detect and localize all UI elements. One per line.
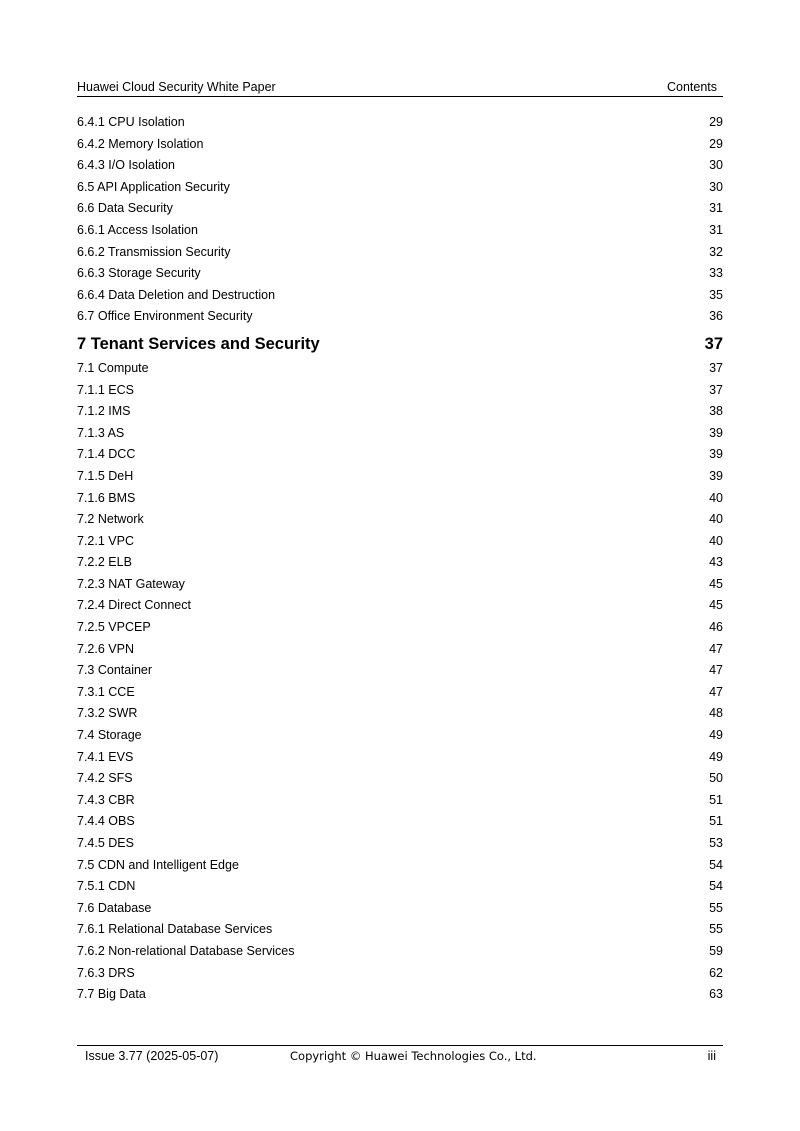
toc-entry[interactable]: [77, 833, 723, 855]
toc-entry-title: 7.2.3 NAT Gateway: [77, 576, 185, 591]
toc-entry[interactable]: [77, 963, 723, 985]
toc-entry-page-number: 47: [709, 663, 723, 678]
toc-entry[interactable]: [77, 919, 723, 941]
toc-entry[interactable]: [77, 725, 723, 747]
toc-entry[interactable]: [77, 639, 723, 661]
toc-entry-title: 6.4.2 Memory Isolation: [77, 136, 204, 151]
toc-entry-title: 7.1.6 BMS: [77, 490, 136, 505]
toc-entry-title: 7.6.2 Non-relational Database Services: [77, 943, 295, 958]
toc-entry-title: 7.3 Container: [77, 663, 153, 678]
toc-entry-page-number: 49: [709, 728, 723, 743]
toc-entry-page-number: 51: [709, 814, 723, 829]
toc-entry-title: 7.4.1 EVS: [77, 749, 134, 764]
toc-entry-title: 7 Tenant Services and Security: [77, 334, 320, 353]
toc-entry[interactable]: [77, 285, 723, 307]
toc-entry[interactable]: [77, 855, 723, 877]
toc-entry-page-number: 40: [709, 533, 723, 548]
toc-entry-title: 7.1.3 AS: [77, 425, 125, 440]
toc-entry[interactable]: [77, 444, 723, 466]
toc-entry-page-number: 36: [709, 309, 723, 324]
toc-chapter-entry[interactable]: [77, 330, 723, 358]
toc-entry[interactable]: [77, 423, 723, 445]
toc-entry-title: 7.4.5 DES: [77, 836, 134, 850]
toc-entry-title: 6.4.3 I/O Isolation: [77, 158, 175, 173]
toc-entry-title: 7.1.5 DeH: [77, 468, 134, 483]
page-header: [77, 80, 723, 97]
toc-entry-page-number: 39: [709, 468, 723, 483]
toc-entry-title: 7.4.4 OBS: [77, 814, 135, 829]
toc-entry-page-number: 33: [709, 266, 723, 281]
toc-entry-page-number: 59: [709, 943, 723, 958]
toc-entry-title: 7.1.2 IMS: [77, 404, 131, 419]
toc-entry-title: 7.4 Storage: [77, 728, 142, 743]
toc-entry[interactable]: [77, 682, 723, 704]
toc-entry-title: 6.6.3 Storage Security: [77, 266, 201, 281]
page-footer: [77, 1045, 723, 1066]
toc-entry-page-number: 47: [709, 641, 723, 656]
toc-entry-title: 7.2.6 VPN: [77, 641, 134, 656]
toc-entry[interactable]: [77, 466, 723, 488]
toc-entry-page-number: 63: [709, 987, 723, 1002]
toc-entry-title: 7.2 Network: [77, 512, 144, 527]
toc-entry[interactable]: [77, 595, 723, 617]
toc-entry[interactable]: [77, 768, 723, 790]
table-of-contents: [77, 112, 723, 1006]
issue-version: Issue 3.77 (2025-05-07): [85, 1049, 219, 1063]
toc-entry[interactable]: [77, 876, 723, 898]
toc-entry-page-number: 43: [709, 555, 723, 570]
toc-entry[interactable]: [77, 552, 723, 574]
toc-entry-title: 6.4.1 CPU Isolation: [77, 115, 185, 129]
toc-entry-page-number: 54: [709, 879, 723, 894]
toc-entry-page-number: 39: [709, 447, 723, 462]
toc-entry-page-number: 29: [709, 136, 723, 151]
toc-entry[interactable]: [77, 984, 723, 1006]
toc-entry[interactable]: [77, 380, 723, 402]
toc-entry-page-number: 47: [709, 684, 723, 699]
toc-entry-title: 7.2.1 VPC: [77, 533, 134, 548]
toc-entry-title: 7.4.3 CBR: [77, 792, 135, 807]
toc-entry[interactable]: [77, 790, 723, 812]
toc-entry[interactable]: [77, 531, 723, 553]
toc-entry[interactable]: [77, 617, 723, 639]
toc-entry-title: 6.5 API Application Security: [77, 179, 230, 194]
toc-entry-page-number: 37: [704, 334, 723, 353]
toc-entry-title: 7.6.1 Relational Database Services: [77, 922, 273, 937]
toc-entry-page-number: 51: [709, 792, 723, 807]
toc-entry-title: 7.2.5 VPCEP: [77, 620, 151, 635]
toc-entry-page-number: 49: [709, 749, 723, 764]
toc-entry-title: 7.2.4 Direct Connect: [77, 598, 191, 613]
toc-entry-title: 7.5.1 CDN: [77, 879, 136, 894]
toc-entry-page-number: 55: [709, 900, 723, 915]
toc-entry-title: 6.6 Data Security: [77, 201, 173, 216]
toc-entry-page-number: 50: [709, 771, 723, 786]
toc-entry[interactable]: [77, 703, 723, 725]
toc-entry[interactable]: [77, 401, 723, 423]
toc-entry-page-number: 31: [709, 222, 723, 237]
toc-entry-page-number: 30: [709, 179, 723, 194]
toc-entry-page-number: 54: [709, 857, 723, 872]
toc-entry-title: 6.6.1 Access Isolation: [77, 222, 198, 237]
toc-entry[interactable]: [77, 811, 723, 833]
toc-entry-page-number: 55: [709, 922, 723, 937]
toc-entry-page-number: 62: [709, 965, 723, 980]
toc-entry[interactable]: [77, 177, 723, 199]
toc-entry-page-number: 40: [709, 512, 723, 527]
toc-entry[interactable]: [77, 747, 723, 769]
toc-entry-page-number: 30: [709, 158, 723, 173]
toc-entry-title: 6.6.4 Data Deletion and Destruction: [77, 287, 276, 302]
toc-entry-title: 6.6.2 Transmission Security: [77, 244, 231, 259]
toc-entry-title: 7.3.1 CCE: [77, 684, 135, 699]
toc-entry-page-number: 35: [709, 287, 723, 302]
page-number: iii: [707, 1049, 716, 1063]
toc-entry-page-number: 40: [709, 490, 723, 505]
toc-entry[interactable]: [77, 242, 723, 264]
toc-entry[interactable]: [77, 358, 723, 380]
toc-entry-page-number: 38: [709, 404, 723, 419]
toc-entry-page-number: 45: [709, 576, 723, 591]
toc-entry-page-number: 29: [709, 115, 723, 129]
toc-entry-title: 7.1.4 DCC: [77, 447, 136, 462]
toc-entry[interactable]: [77, 509, 723, 531]
toc-entry[interactable]: [77, 898, 723, 920]
toc-entry-title: 7.7 Big Data: [77, 987, 146, 1002]
toc-entry-page-number: 53: [709, 836, 723, 850]
copyright-notice: Copyright © Huawei Technologies Co., Ltd.: [290, 1049, 537, 1063]
toc-entry-page-number: 37: [709, 382, 723, 397]
toc-entry-title: 7.4.2 SFS: [77, 771, 133, 786]
toc-entry[interactable]: [77, 155, 723, 177]
toc-entry-page-number: 31: [709, 201, 723, 216]
toc-entry-page-number: 45: [709, 598, 723, 613]
toc-entry-title: 7.1.1 ECS: [77, 382, 134, 397]
toc-entry-title: 7.6 Database: [77, 900, 152, 915]
toc-entry-page-number: 48: [709, 706, 723, 721]
toc-entry[interactable]: [77, 941, 723, 963]
toc-entry-title: 7.2.2 ELB: [77, 555, 132, 570]
toc-entry-page-number: 32: [709, 244, 723, 259]
document-title: Huawei Cloud Security White Paper: [77, 80, 276, 94]
toc-entry-title: 7.6.3 DRS: [77, 965, 135, 980]
toc-entry-title: 7.1 Compute: [77, 360, 149, 375]
toc-entry-title: 6.7 Office Environment Security: [77, 309, 253, 324]
toc-entry-page-number: 39: [709, 425, 723, 440]
toc-entry[interactable]: [77, 220, 723, 242]
toc-entry[interactable]: [77, 488, 723, 510]
toc-entry-page-number: 46: [709, 620, 723, 635]
toc-entry[interactable]: [77, 112, 723, 134]
toc-entry[interactable]: [77, 660, 723, 682]
toc-entry-title: 7.5 CDN and Intelligent Edge: [77, 857, 239, 872]
toc-entry[interactable]: [77, 306, 723, 328]
toc-entry-title: 7.3.2 SWR: [77, 706, 138, 721]
toc-entry[interactable]: [77, 134, 723, 156]
toc-entry[interactable]: [77, 263, 723, 285]
header-section-name: Contents: [666, 80, 717, 94]
toc-entry-page-number: 37: [709, 360, 723, 375]
toc-entry[interactable]: [77, 198, 723, 220]
toc-entry[interactable]: [77, 574, 723, 596]
